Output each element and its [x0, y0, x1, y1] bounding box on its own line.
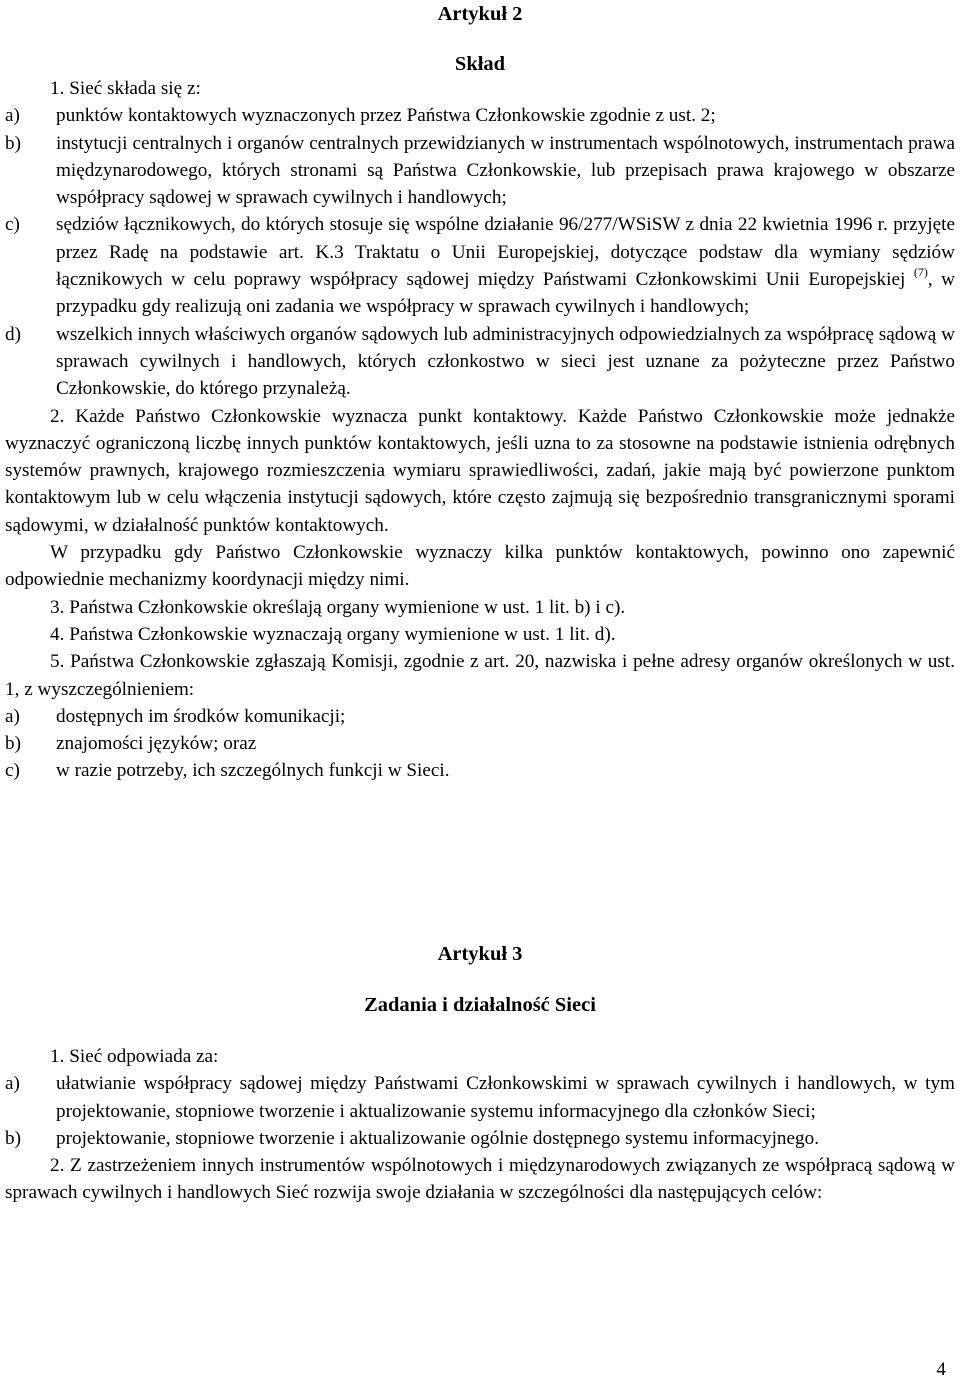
list-item-label: d)	[5, 323, 21, 345]
list-item-label: a)	[5, 1073, 20, 1095]
list-item-label: b)	[5, 132, 21, 154]
article-2-paragraph-3: 3. Państwa Członkowskie określają organy wymienione w ust. 1 lit. b) i c).	[50, 596, 626, 618]
list-item-text: wszelkich innych właściwych organów sądowych lub administracyjnych odpowiedzialnych za współpracę sądową w sprawach cywilnych i handlowych, których członkostwo w sieci jest uznane za pożyteczne przez Państwo Członkowskie, do którego przynależą.	[56, 323, 955, 400]
list-item-text-with-footnote	[56, 211, 955, 320]
list-item-text: w razie potrzeby, ich szczególnych funkcji w Sieci.	[56, 760, 450, 782]
list-item-text-part: sędziów łącznikowych, do których stosuje się wspólne działanie 96/277/WSiSW z dnia 22 kwietnia 1996 r. przyjęte przez Radę na podstawie art. K.3 Traktatu o Unii Europejskiej, dotyczące podstaw dla wymiany sędziów łącznikowych w celu poprawy współpracy sądowej między Państwami Członkowskimi Unii Europejskiej	[56, 214, 955, 291]
list-item-label: b)	[5, 733, 21, 755]
list-item-text: dostępnych im środków komunikacji;	[56, 705, 346, 727]
article-2-paragraph-2: 2. Każde Państwo Członkowskie wyznacza punkt kontaktowy. Każde Państwo Członkowskie może jednakże wyznaczyć ograniczoną liczbę innych punktów kontaktowych, jeśli uzna to za stosowne na podstawie istnienia odrębnych systemów prawnych, krajowego rozmieszczenia wymiaru sprawiedliwości, zadań, jakie mają być powierzone punktom kontaktowym lub w celu włączenia instytucji sądowych, które często zajmują się bezpośrednio transgranicznymi sporami sądowymi, w działalność punktów kontaktowych.	[5, 405, 955, 536]
list-item	[5, 1125, 955, 1152]
list-item	[5, 130, 955, 212]
article-2-paragraph-1-intro: 1. Sieć składa się z:	[50, 78, 201, 99]
list-item	[5, 102, 955, 129]
list-item	[5, 703, 955, 730]
list-item-text: znajomości języków; oraz	[56, 733, 257, 755]
article-2-paragraph-5: 5. Państwa Członkowskie zgłaszają Komisji, zgodnie z art. 20, nazwiska i pełne adresy organów określonych w ust. 1, z wyszczególnieniem:	[5, 651, 955, 700]
list-item-label: a)	[5, 705, 20, 727]
list-item-label: b)	[5, 1127, 21, 1149]
footnote-reference: (7)	[913, 264, 928, 279]
list-item-text-part: , w przypadku gdy realizują oni zadania we współpracy w sprawach cywilnych i handlowych;	[56, 269, 955, 318]
article-2-body	[5, 75, 955, 785]
list-item-text: ułatwianie współpracy sądowej między Państwami Członkowskimi w sprawach cywilnych i handlowych, w tym projektowanie, stopniowe tworzenie i aktualizowanie systemu informacyjnego dla członków Sieci;	[56, 1073, 955, 1122]
article-2-paragraph-4: 4. Państwa Członkowskie wyznaczają organy wymienione w ust. 1 lit. d).	[50, 623, 616, 645]
article-2-paragraph-2b: W przypadku gdy Państwo Członkowskie wyznaczy kilka punktów kontaktowych, powinno ono zapewnić odpowiednie mechanizmy koordynacji między nimi.	[5, 542, 955, 591]
article-2-subtitle: Skład	[454, 53, 506, 75]
article-3-body	[5, 1043, 955, 1207]
list-item	[5, 211, 955, 320]
article-2-title: Artykuł 2	[437, 3, 523, 25]
article-3-subtitle: Zadania i działalność Sieci	[364, 994, 596, 1016]
list-item	[5, 757, 955, 784]
list-item-text: punktów kontaktowych wyznaczonych przez Państwa Członkowskie zgodnie z ust. 2;	[56, 105, 716, 127]
list-item-text: instytucji centralnych i organów centralnych przewidzianych w instrumentach wspólnotowych, instrumentach prawa międzynarodowego, których stronami są Państwa Członkowskie, lub przepisach prawa krajowego w obszarze współpracy sądowej w sprawach cywilnych i handlowych;	[56, 132, 955, 209]
list-item-label: c)	[5, 760, 20, 782]
list-item	[5, 1070, 955, 1125]
list-item-label: a)	[5, 105, 20, 127]
article-3-paragraph-2: 2. Z zastrzeżeniem innych instrumentów wspólnotowych i międzynarodowych związanych ze współpracą sądową w sprawach cywilnych i handlowych Sieć rozwija swoje działania w szczególności dla następujących celów:	[5, 1155, 955, 1204]
article-3-paragraph-1-intro: 1. Sieć odpowiada za:	[50, 1046, 219, 1067]
page-number: 4	[936, 1359, 946, 1380]
list-item-label: c)	[5, 214, 20, 236]
list-item	[5, 321, 955, 403]
list-item	[5, 730, 955, 757]
article-3-title: Artykuł 3	[437, 943, 523, 965]
list-item-text: projektowanie, stopniowe tworzenie i aktualizowanie ogólnie dostępnego systemu informacyjnego.	[56, 1127, 820, 1149]
